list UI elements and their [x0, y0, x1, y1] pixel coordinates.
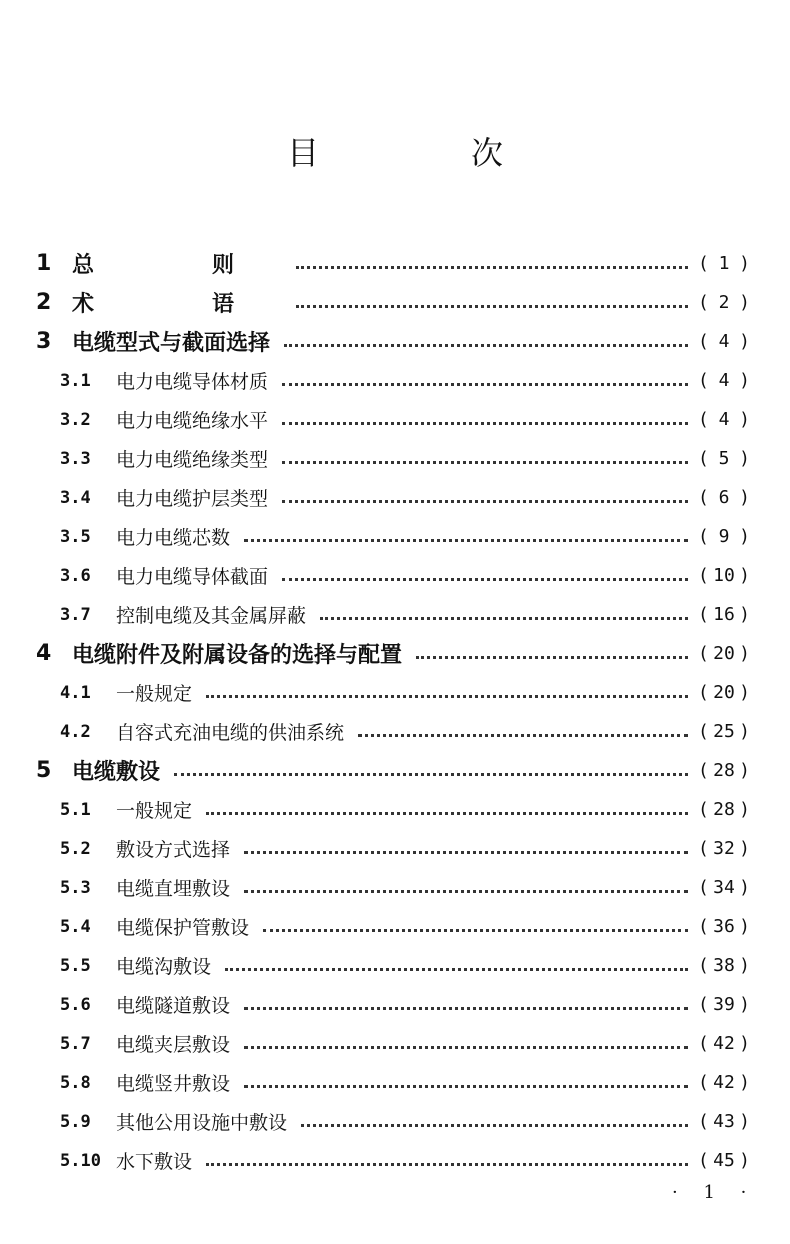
page-open-paren: ( — [698, 604, 709, 625]
toc-entry-number: 5.2 — [60, 838, 91, 859]
toc-entry-number: 5.4 — [60, 916, 91, 937]
toc-entry-title: 电缆型式与截面选择 — [72, 331, 271, 356]
dot-leader — [282, 578, 688, 581]
toc-section-entry — [0, 517, 790, 556]
toc-section-entry — [0, 829, 790, 868]
page-open-paren: ( — [698, 682, 709, 703]
page-open-paren: ( — [698, 253, 709, 274]
page-open-paren: ( — [698, 1033, 709, 1054]
toc-entry-number: 4 — [36, 641, 52, 666]
dot-leader — [282, 383, 688, 386]
page-close-paren: ) — [739, 487, 750, 508]
page-value: 43 — [713, 1111, 735, 1132]
page-close-paren: ) — [739, 604, 750, 625]
toc-section-entry — [0, 907, 790, 946]
toc-entry-title: 电力电缆绝缘类型 — [116, 449, 269, 471]
toc-entry-page — [698, 994, 750, 1015]
dot-leader — [244, 1007, 688, 1010]
toc-entry-title: 电缆附件及附属设备的选择与配置 — [72, 643, 403, 668]
toc-entry-number: 2 — [36, 290, 52, 315]
toc-entry-number: 5.8 — [60, 1072, 91, 1093]
dot-leader — [174, 773, 688, 776]
dot-leader — [296, 266, 688, 269]
page-value: 39 — [713, 994, 735, 1015]
toc-entry-page — [698, 955, 750, 976]
page-open-paren: ( — [698, 565, 709, 586]
toc-entry-page — [698, 799, 750, 820]
page-close-paren: ) — [739, 409, 750, 430]
page-value: 36 — [713, 916, 735, 937]
toc-entry-number: 4.1 — [60, 682, 91, 703]
toc-entry-page — [698, 643, 750, 664]
toc-entry-page — [698, 877, 750, 898]
toc-entry-title: 敷设方式选择 — [116, 839, 231, 861]
page-value: 6 — [718, 487, 730, 508]
toc-section-entry — [0, 595, 790, 634]
dot-leader — [320, 617, 688, 620]
page-close-paren: ) — [739, 526, 750, 547]
page-value: 4 — [718, 370, 730, 391]
toc-section-entry — [0, 478, 790, 517]
dot-leader — [282, 500, 688, 503]
dot-leader — [225, 968, 688, 971]
toc-entry-page — [698, 1033, 750, 1054]
page-close-paren: ) — [739, 760, 750, 781]
toc-entry-page — [698, 487, 750, 508]
toc-entry-title: 水下敷设 — [116, 1151, 193, 1173]
toc-section-entry — [0, 673, 790, 712]
toc-chapter-entry — [0, 283, 790, 322]
toc-entry-number: 5.3 — [60, 877, 91, 898]
page-open-paren: ( — [698, 916, 709, 937]
page-value: 32 — [713, 838, 735, 859]
page-close-paren: ) — [739, 916, 750, 937]
toc-entry-page — [698, 331, 750, 352]
toc-entry-title: 电力电缆绝缘水平 — [116, 410, 269, 432]
page-close-paren: ) — [739, 1033, 750, 1054]
toc-entry-page — [698, 604, 750, 625]
toc-section-entry — [0, 439, 790, 478]
page-close-paren: ) — [739, 1150, 750, 1171]
toc-entry-number: 3.3 — [60, 448, 91, 469]
toc-entry-page — [698, 526, 750, 547]
toc-entry-title: 其他公用设施中敷设 — [116, 1112, 288, 1134]
dot-leader — [282, 461, 688, 464]
toc-entry-number: 3.4 — [60, 487, 91, 508]
toc-section-entry — [0, 790, 790, 829]
toc-entry-title: 电缆沟敷设 — [116, 956, 212, 978]
page-close-paren: ) — [739, 1072, 750, 1093]
toc-entry-page — [698, 682, 750, 703]
toc-entry-title: 控制电缆及其金属屏蔽 — [116, 605, 307, 627]
toc-entry-page — [698, 253, 750, 274]
toc-entry-number: 5.6 — [60, 994, 91, 1015]
toc-entry-title: 电力电缆导体截面 — [116, 566, 269, 588]
toc-entry-title: 电力电缆导体材质 — [116, 371, 269, 393]
dot-leader — [296, 305, 688, 308]
toc-entry-title: 一般规定 — [116, 683, 193, 705]
page-close-paren: ) — [739, 331, 750, 352]
page-value: 34 — [713, 877, 735, 898]
toc-entry-page — [698, 838, 750, 859]
toc-entry-title: 电力电缆护层类型 — [116, 488, 269, 510]
page-open-paren: ( — [698, 409, 709, 430]
toc-chapter-entry — [0, 751, 790, 790]
toc-section-entry — [0, 1024, 790, 1063]
toc-entry-title: 电力电缆芯数 — [116, 527, 231, 549]
table-of-contents — [0, 244, 790, 1180]
dot-leader — [206, 1163, 688, 1166]
toc-entry-page — [698, 1072, 750, 1093]
page-open-paren: ( — [698, 721, 709, 742]
toc-entry-number: 5.7 — [60, 1033, 91, 1054]
toc-entry-number: 5.9 — [60, 1111, 91, 1132]
toc-entry-title: 电缆隧道敷设 — [116, 995, 231, 1017]
page-open-paren: ( — [698, 487, 709, 508]
page-value: 1 — [718, 253, 730, 274]
toc-chapter-entry — [0, 244, 790, 283]
toc-section-entry — [0, 1063, 790, 1102]
toc-entry-page — [698, 448, 750, 469]
page-value: 4 — [718, 331, 730, 352]
toc-entry-title: 电缆保护管敷设 — [116, 917, 250, 939]
page-value: 5 — [718, 448, 730, 469]
page-open-paren: ( — [698, 1111, 709, 1132]
dot-leader — [358, 734, 688, 737]
dot-leader — [263, 929, 688, 932]
page-value: 9 — [718, 526, 730, 547]
toc-entry-title: 术 语 — [72, 292, 283, 317]
page-close-paren: ) — [739, 994, 750, 1015]
toc-section-entry — [0, 1102, 790, 1141]
toc-entry-title: 电缆竖井敷设 — [116, 1073, 231, 1095]
toc-entry-number: 3.6 — [60, 565, 91, 586]
toc-entry-title: 电缆敷设 — [72, 760, 161, 785]
toc-entry-number: 3 — [36, 329, 52, 354]
dot-leader — [244, 1046, 688, 1049]
toc-entry-title: 一般规定 — [116, 800, 193, 822]
page-open-paren: ( — [698, 292, 709, 313]
toc-section-entry — [0, 712, 790, 751]
toc-entry-number: 1 — [36, 251, 52, 276]
toc-chapter-entry — [0, 634, 790, 673]
page-close-paren: ) — [739, 877, 750, 898]
dot-leader — [206, 812, 688, 815]
toc-entry-page — [698, 409, 750, 430]
page-close-paren: ) — [739, 955, 750, 976]
toc-entry-page — [698, 370, 750, 391]
toc-entry-page — [698, 916, 750, 937]
page-value: 42 — [713, 1033, 735, 1054]
toc-entry-number: 4.2 — [60, 721, 91, 742]
toc-section-entry — [0, 946, 790, 985]
toc-entry-number: 3.7 — [60, 604, 91, 625]
page-open-paren: ( — [698, 448, 709, 469]
toc-entry-title: 总 则 — [72, 253, 283, 278]
toc-entry-page — [698, 760, 750, 781]
toc-entry-page — [698, 721, 750, 742]
toc-entry-number: 5.5 — [60, 955, 91, 976]
dot-leader — [244, 539, 688, 542]
page-close-paren: ) — [739, 448, 750, 469]
page-value: 28 — [713, 799, 735, 820]
page-open-paren: ( — [698, 877, 709, 898]
toc-section-entry — [0, 556, 790, 595]
page-open-paren: ( — [698, 994, 709, 1015]
page-value: 42 — [713, 1072, 735, 1093]
page-open-paren: ( — [698, 1150, 709, 1171]
page-close-paren: ) — [739, 643, 750, 664]
page-open-paren: ( — [698, 955, 709, 976]
page-value: 20 — [713, 682, 735, 703]
page-value: 28 — [713, 760, 735, 781]
page-open-paren: ( — [698, 838, 709, 859]
page-value: 25 — [713, 721, 735, 742]
toc-entry-page — [698, 565, 750, 586]
toc-entry-number: 5.1 — [60, 799, 91, 820]
dot-leader — [301, 1124, 688, 1127]
dot-leader — [244, 890, 688, 893]
page-close-paren: ) — [739, 721, 750, 742]
page-value: 20 — [713, 643, 735, 664]
toc-entry-title: 自容式充油电缆的供油系统 — [116, 722, 345, 744]
dot-leader — [244, 1085, 688, 1088]
page-open-paren: ( — [698, 526, 709, 547]
toc-section-entry — [0, 400, 790, 439]
toc-section-entry — [0, 868, 790, 907]
toc-section-entry — [0, 1141, 790, 1180]
page-open-paren: ( — [698, 1072, 709, 1093]
dot-leader — [244, 851, 688, 854]
toc-entry-title: 电缆直埋敷设 — [116, 878, 231, 900]
toc-entry-number: 5.10 — [60, 1150, 101, 1171]
page-value: 10 — [713, 565, 735, 586]
page-title: 目 次 — [286, 134, 563, 172]
page-close-paren: ) — [739, 292, 750, 313]
page-open-paren: ( — [698, 760, 709, 781]
toc-entry-page — [698, 1150, 750, 1171]
toc-entry-number: 3.5 — [60, 526, 91, 547]
page-value: 4 — [718, 409, 730, 430]
page-value: 38 — [713, 955, 735, 976]
toc-chapter-entry — [0, 322, 790, 361]
toc-entry-number: 3.1 — [60, 370, 91, 391]
page-close-paren: ) — [739, 253, 750, 274]
dot-leader — [284, 344, 688, 347]
page-close-paren: ) — [739, 1111, 750, 1132]
page-number: · 1 · — [672, 1182, 757, 1203]
page-value: 2 — [718, 292, 730, 313]
page-open-paren: ( — [698, 370, 709, 391]
page-close-paren: ) — [739, 799, 750, 820]
dot-leader — [206, 695, 688, 698]
toc-entry-page — [698, 1111, 750, 1132]
toc-entry-page — [698, 292, 750, 313]
page-close-paren: ) — [739, 682, 750, 703]
page-value: 16 — [713, 604, 735, 625]
page-value: 45 — [713, 1150, 735, 1171]
toc-section-entry — [0, 361, 790, 400]
dot-leader — [282, 422, 688, 425]
page-open-paren: ( — [698, 799, 709, 820]
dot-leader — [416, 656, 688, 659]
toc-entry-title: 电缆夹层敷设 — [116, 1034, 231, 1056]
toc-entry-number: 5 — [36, 758, 52, 783]
toc-section-entry — [0, 985, 790, 1024]
page-close-paren: ) — [739, 370, 750, 391]
page-close-paren: ) — [739, 838, 750, 859]
toc-entry-number: 3.2 — [60, 409, 91, 430]
page-open-paren: ( — [698, 643, 709, 664]
page-open-paren: ( — [698, 331, 709, 352]
page-close-paren: ) — [739, 565, 750, 586]
